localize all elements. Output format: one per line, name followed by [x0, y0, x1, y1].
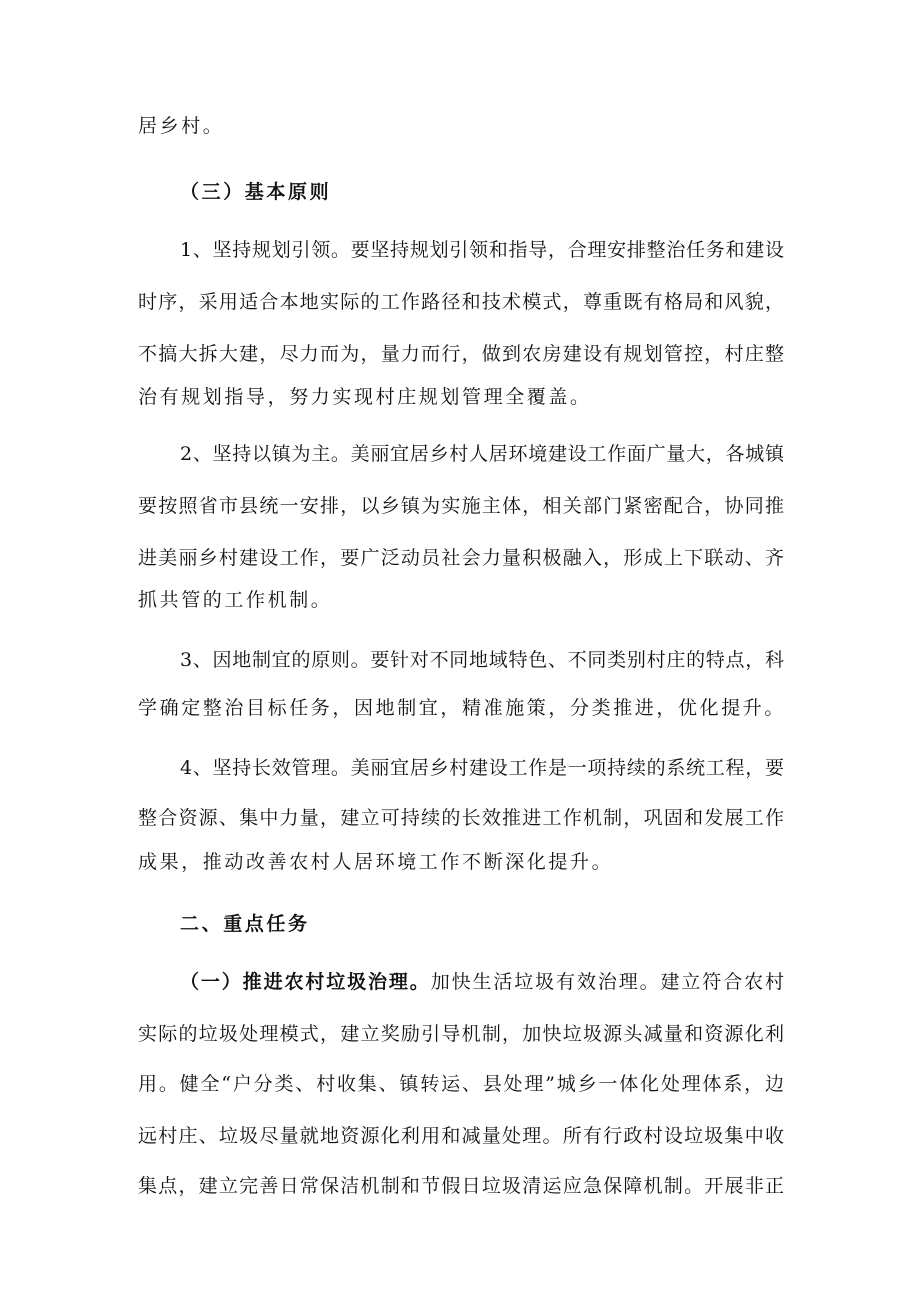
paragraph-line — [180, 968, 784, 996]
paragraph-line: 不搞大拆大建，尽力而为，量力而行，做到农房建设有规划管控，村庄整 — [138, 343, 784, 365]
paragraph-line: 抓共管的工作机制。 — [138, 589, 333, 611]
section-heading: （三）基本原则 — [180, 181, 332, 203]
paragraph-line: 进美丽乡村建设工作，要广泛动员社会力量积极融入，形成上下联动、齐 — [138, 547, 784, 569]
paragraph-line: 远村庄、垃圾尽量就地资源化利用和减量处理。所有行政村设垃圾集中收 — [138, 1125, 784, 1147]
paragraph-line: 整合资源、集中力量，建立可持续的长效推进工作机制，巩固和发展工作 — [138, 807, 784, 829]
paragraph-line: 学确定整治目标任务，因地制宜，精准施策，分类推进，优化提升。 — [138, 697, 787, 719]
paragraph-line: 1、坚持规划引领。要坚持规划引领和指导，合理安排整治任务和建设 — [180, 239, 784, 261]
paragraph-text: 加快生活垃圾有效治理。建立符合农村 — [430, 971, 784, 993]
paragraph-line: 治有规划指导，努力实现村庄规划管理全覆盖。 — [138, 386, 592, 408]
paragraph-line: 集点，建立完善日常保洁机制和节假日垃圾清运应急保障机制。开展非正 — [138, 1175, 784, 1197]
paragraph-line: 要按照省市县统一安排，以乡镇为实施主体，相关部门紧密配合，协同推 — [138, 495, 784, 517]
paragraph-line: 2、坚持以镇为主。美丽宜居乡村人居环境建设工作面广量大，各城镇 — [180, 443, 784, 465]
subsection-heading: （一）推进农村垃圾治理。 — [180, 971, 431, 993]
paragraph-line: 3、因地制宜的原则。要针对不同地域特色、不同类别村庄的特点，科 — [180, 649, 784, 671]
paragraph-line: 成果，推动改善农村人居环境工作不断深化提升。 — [138, 851, 614, 873]
paragraph-line: 时序，采用适合本地实际的工作路径和技术模式，尊重既有格局和风貌， — [138, 291, 784, 313]
paragraph-line: 实际的垃圾处理模式，建立奖励引导机制，加快垃圾源头减量和资源化利 — [138, 1023, 784, 1045]
paragraph-line: 4、坚持长效管理。美丽宜居乡村建设工作是一项持续的系统工程，要 — [180, 757, 784, 779]
paragraph-line: 用。健全“户分类、村收集、镇转运、县处理”城乡一体化处理体系，边 — [138, 1073, 784, 1095]
text-line: 居乡村。 — [138, 115, 225, 137]
section-heading: 二、重点任务 — [180, 913, 310, 935]
